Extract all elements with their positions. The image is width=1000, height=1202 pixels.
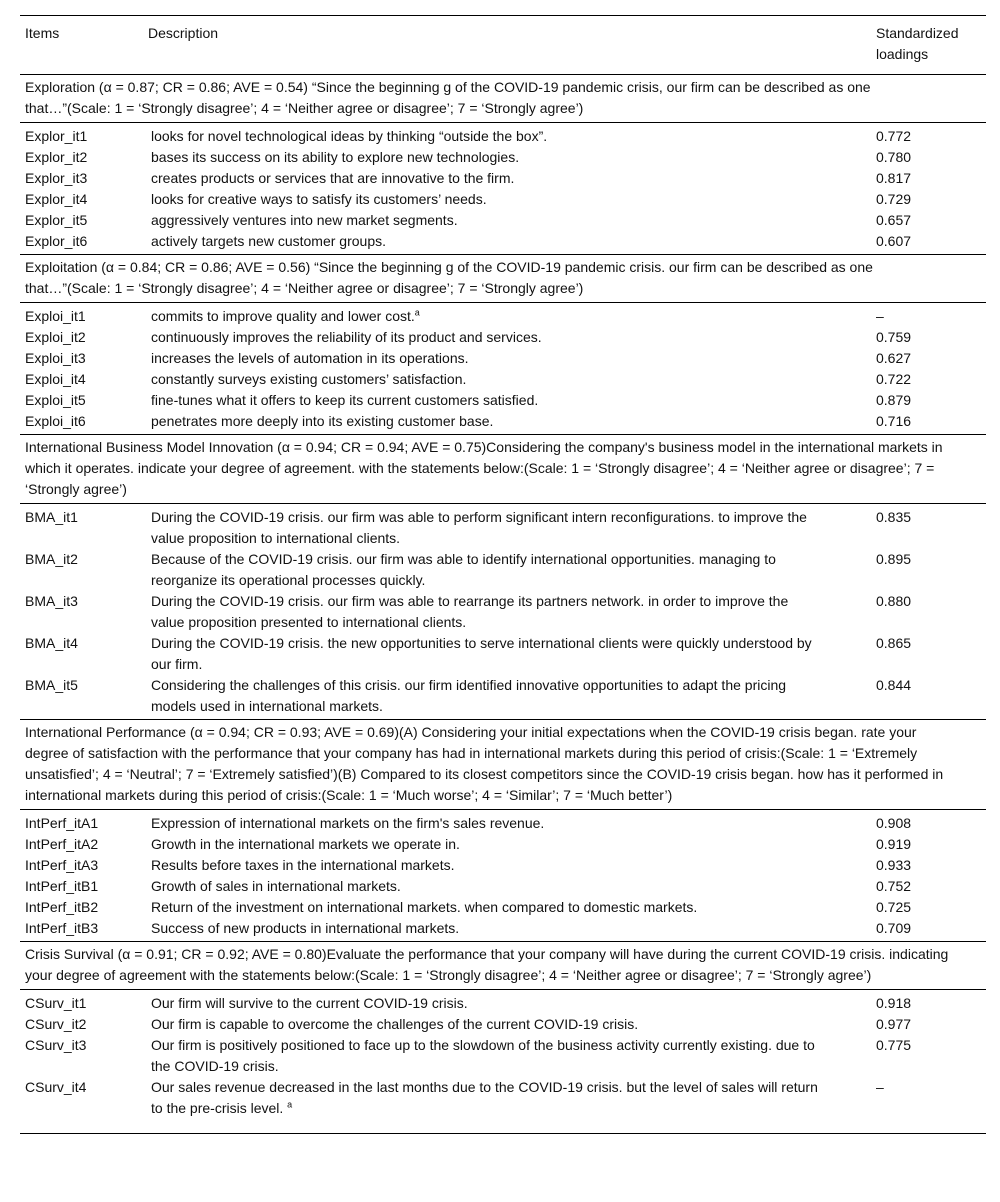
item-description-text: constantly surveys existing customers’ satisfaction. (151, 371, 467, 387)
item-loading: 0.772 (876, 128, 912, 144)
item-loading: – (871, 1077, 986, 1134)
item-description-text: looks for novel technological ideas by thinking “outside the box”. (151, 128, 548, 144)
table-row (20, 834, 986, 855)
item-description-text: During the COVID-19 crisis. our firm was able to rearrange its partners network. in order to improve the value proposition presented to international clients. (151, 593, 789, 630)
item-description (143, 168, 871, 189)
item-code: Exploi_it5 (25, 392, 86, 408)
item-code: Exploi_it4 (25, 371, 86, 387)
item-description-text: Our firm is capable to overcome the challenges of the current COVID-19 crisis. (151, 1016, 639, 1032)
item-description (143, 876, 871, 897)
table-container (20, 15, 986, 1134)
item-description-text: Success of new products in international markets. (151, 920, 460, 936)
footnote-marker: a (287, 1099, 293, 1110)
item-code: Explor_it4 (25, 191, 88, 207)
table-row (20, 147, 986, 168)
item-description (143, 411, 871, 435)
table-row (20, 876, 986, 897)
item-description-text: Results before taxes in the international markets. (151, 857, 455, 873)
header-description: Description (143, 16, 871, 75)
item-code: IntPerf_itA2 (25, 836, 99, 852)
item-description-text: Considering the challenges of this crisis. our firm identified innovative opportunities to adapt the pricing models used in international markets. (151, 677, 787, 714)
item-loading: 0.919 (876, 836, 912, 852)
item-description-text: Our firm is positively positioned to face up to the slowdown of the business activity currently existing. due to the COVID-19 crisis. (151, 1037, 815, 1074)
table-row (20, 1035, 986, 1077)
item-code: BMA_it1 (25, 509, 78, 525)
item-loading: 0.607 (871, 231, 986, 255)
table-row (20, 231, 986, 255)
item-loading: 0.752 (876, 878, 912, 894)
item-description-text: Our sales revenue decreased in the last months due to the COVID-19 crisis. but the level of sales will return to the pre-crisis level. (151, 1079, 818, 1116)
item-code: IntPerf_itB1 (25, 878, 99, 894)
item-description (143, 675, 871, 720)
item-code: Explor_it5 (25, 212, 88, 228)
item-code: Explor_it1 (25, 128, 88, 144)
item-code: Explor_it6 (20, 231, 143, 255)
item-loading: 0.709 (871, 918, 986, 942)
item-description (143, 918, 871, 942)
section-header-row (20, 435, 986, 504)
table-row (20, 348, 986, 369)
item-description (143, 348, 871, 369)
item-description (143, 1014, 871, 1035)
section-header: International Performance (α = 0.94; CR = 0.93; AVE = 0.69)(A) Considering your initial expectations when the COVID-19 crisis began. rate your degree of satisfaction with the performance that your company has had in international markets during this period of crisis:(Scale: 1 = ‘Extremely unsatisfied’; 4 = ‘Neutral’; 7 = ‘Extremely satisfied’)(B) Compared to its closest competitors since the COVID-19 crisis began. how has it performed in international markets during this period of crisis:(Scale: 1 = ‘Much worse’; 4 = ‘Similar’; 7 = ‘Much better’) (20, 720, 986, 810)
item-code: Explor_it2 (25, 149, 88, 165)
table-row (20, 990, 986, 1015)
table-row (20, 390, 986, 411)
item-description (143, 504, 871, 550)
section-header-row (20, 720, 986, 810)
footnote-marker: a (414, 307, 420, 318)
table-row (20, 327, 986, 348)
item-description (143, 897, 871, 918)
item-description-text: penetrates more deeply into its existing customer base. (151, 413, 494, 429)
item-loading: 0.775 (876, 1037, 912, 1053)
item-loading: 0.977 (876, 1016, 912, 1032)
item-code: BMA_it2 (25, 551, 78, 567)
loadings-table (20, 15, 986, 1134)
item-code: CSurv_it4 (20, 1077, 143, 1134)
item-code: Exploi_it3 (25, 350, 86, 366)
item-loading: 0.895 (876, 551, 912, 567)
item-description (143, 231, 871, 255)
item-description (143, 369, 871, 390)
item-description (143, 210, 871, 231)
item-loading: 0.729 (876, 191, 912, 207)
item-code: Exploi_it1 (25, 308, 86, 324)
item-description-text: Growth of sales in international markets. (151, 878, 401, 894)
item-loading: 0.657 (876, 212, 912, 228)
item-description (143, 633, 871, 675)
header-loadings-line2: loadings (876, 46, 929, 62)
item-description (143, 189, 871, 210)
item-code: IntPerf_itB3 (20, 918, 143, 942)
item-description (143, 303, 871, 328)
item-loading: 0.627 (876, 350, 912, 366)
item-description (143, 1077, 871, 1134)
item-loading: 0.880 (876, 593, 912, 609)
item-loading: 0.725 (876, 899, 912, 915)
table-row (20, 369, 986, 390)
item-description-text: aggressively ventures into new market segments. (151, 212, 458, 228)
item-loading: 0.879 (876, 392, 912, 408)
item-loading: 0.722 (876, 371, 912, 387)
table-row (20, 189, 986, 210)
item-description (143, 810, 871, 835)
item-loading: 0.817 (876, 170, 912, 186)
item-loading: 0.780 (876, 149, 912, 165)
table-row (20, 897, 986, 918)
item-description-text: Growth in the international markets we operate in. (151, 836, 460, 852)
item-description-text: creates products or services that are innovative to the firm. (151, 170, 515, 186)
section-header-row (20, 942, 986, 990)
item-description-text: actively targets new customer groups. (151, 233, 386, 249)
table-row (20, 810, 986, 835)
item-code: Exploi_it6 (20, 411, 143, 435)
item-description (143, 123, 871, 148)
item-description-text: During the COVID-19 crisis. the new opportunities to serve international clients were quickly understood by our firm. (151, 635, 812, 672)
table-row (20, 591, 986, 633)
item-code: IntPerf_itB2 (25, 899, 99, 915)
item-loading: 0.759 (876, 329, 912, 345)
header-items: Items (20, 16, 143, 75)
item-code: CSurv_it3 (25, 1037, 87, 1053)
item-description-text: Our firm will survive to the current COVID-19 crisis. (151, 995, 468, 1011)
item-description (143, 327, 871, 348)
item-code: BMA_it3 (25, 593, 78, 609)
item-loading: 0.844 (871, 675, 986, 720)
item-description-text: commits to improve quality and lower cost. (151, 308, 415, 324)
item-loading: 0.908 (876, 815, 912, 831)
item-description-text: Because of the COVID-19 crisis. our firm was able to identify international opportunities. managing to reorganize its operational processes quickly. (151, 551, 776, 588)
table-row (20, 549, 986, 591)
item-code: BMA_it5 (20, 675, 143, 720)
table-row (20, 675, 986, 720)
item-code: BMA_it4 (25, 635, 78, 651)
item-description-text: increases the levels of automation in its operations. (151, 350, 469, 366)
item-description-text: continuously improves the reliability of its product and services. (151, 329, 542, 345)
section-header: Exploitation (α = 0.84; CR = 0.86; AVE = 0.56) “Since the beginning g of the COVID-19 pandemic crisis. our firm can be described as one that…”(Scale: 1 = ‘Strongly disagree’; 4 = ‘Neither agree or disagree’; 7 = ‘Strongly agree’) (20, 255, 986, 303)
header-row (20, 16, 986, 75)
item-loading: 0.865 (876, 635, 912, 651)
item-description-text: Expression of international markets on the firm's sales revenue. (151, 815, 545, 831)
item-description (143, 591, 871, 633)
section-header-row (20, 255, 986, 303)
item-description (143, 549, 871, 591)
item-code: IntPerf_itA3 (25, 857, 99, 873)
item-description (143, 390, 871, 411)
item-loading: 0.933 (876, 857, 912, 873)
item-description (143, 147, 871, 168)
item-loading: 0.716 (871, 411, 986, 435)
table-row (20, 123, 986, 148)
table-row (20, 918, 986, 942)
item-loading: – (876, 308, 884, 324)
item-description (143, 990, 871, 1015)
item-code: Exploi_it2 (25, 329, 86, 345)
item-description-text: Return of the investment on international markets. when compared to domestic markets. (151, 899, 698, 915)
table-body (20, 75, 986, 1134)
section-header: International Business Model Innovation (α = 0.94; CR = 0.94; AVE = 0.75)Considering the company's business model in the international markets in which it operates. indicate your degree of agreement. with the statements below:(Scale: 1 = ‘Strongly disagree’; 4 = ‘Neither agree or disagree’; 7 = ‘Strongly agree’) (20, 435, 986, 504)
header-loadings (871, 16, 986, 75)
table-row (20, 633, 986, 675)
item-description-text: bases its success on its ability to explore new technologies. (151, 149, 520, 165)
table-row (20, 210, 986, 231)
section-header: Crisis Survival (α = 0.91; CR = 0.92; AVE = 0.80)Evaluate the performance that your company will have during the current COVID-19 crisis. indicating your degree of agreement with the statements below:(Scale: 1 = ‘Strongly disagree’; 4 = ‘Neither agree or disagree’; 7 = ‘Strongly agree’) (20, 942, 986, 990)
item-code: IntPerf_itA1 (25, 815, 99, 831)
item-description-text: During the COVID-19 crisis. our firm was able to perform significant intern reconfigurations. to improve the value proposition to international clients. (151, 509, 807, 546)
item-code: CSurv_it1 (25, 995, 87, 1011)
item-description-text: fine-tunes what it offers to keep its current customers satisfied. (151, 392, 539, 408)
item-loading: 0.918 (876, 995, 912, 1011)
item-code: Explor_it3 (25, 170, 88, 186)
table-row (20, 411, 986, 435)
item-description-text: looks for creative ways to satisfy its customers’ needs. (151, 191, 487, 207)
section-header-row (20, 75, 986, 123)
table-row (20, 855, 986, 876)
table-row (20, 1014, 986, 1035)
table-row (20, 1077, 986, 1134)
table-row (20, 303, 986, 328)
item-loading: 0.835 (876, 509, 912, 525)
header-loadings-line1: Standardized (876, 25, 959, 41)
item-description (143, 834, 871, 855)
table-row (20, 168, 986, 189)
table-row (20, 504, 986, 550)
item-code: CSurv_it2 (25, 1016, 87, 1032)
section-header: Exploration (α = 0.87; CR = 0.86; AVE = 0.54) “Since the beginning g of the COVID-19 pandemic crisis, our firm can be described as one that…”(Scale: 1 = ‘Strongly disagree’; 4 = ‘Neither agree or disagree’; 7 = ‘Strongly agree’) (20, 75, 986, 123)
item-description (143, 855, 871, 876)
item-description (143, 1035, 871, 1077)
